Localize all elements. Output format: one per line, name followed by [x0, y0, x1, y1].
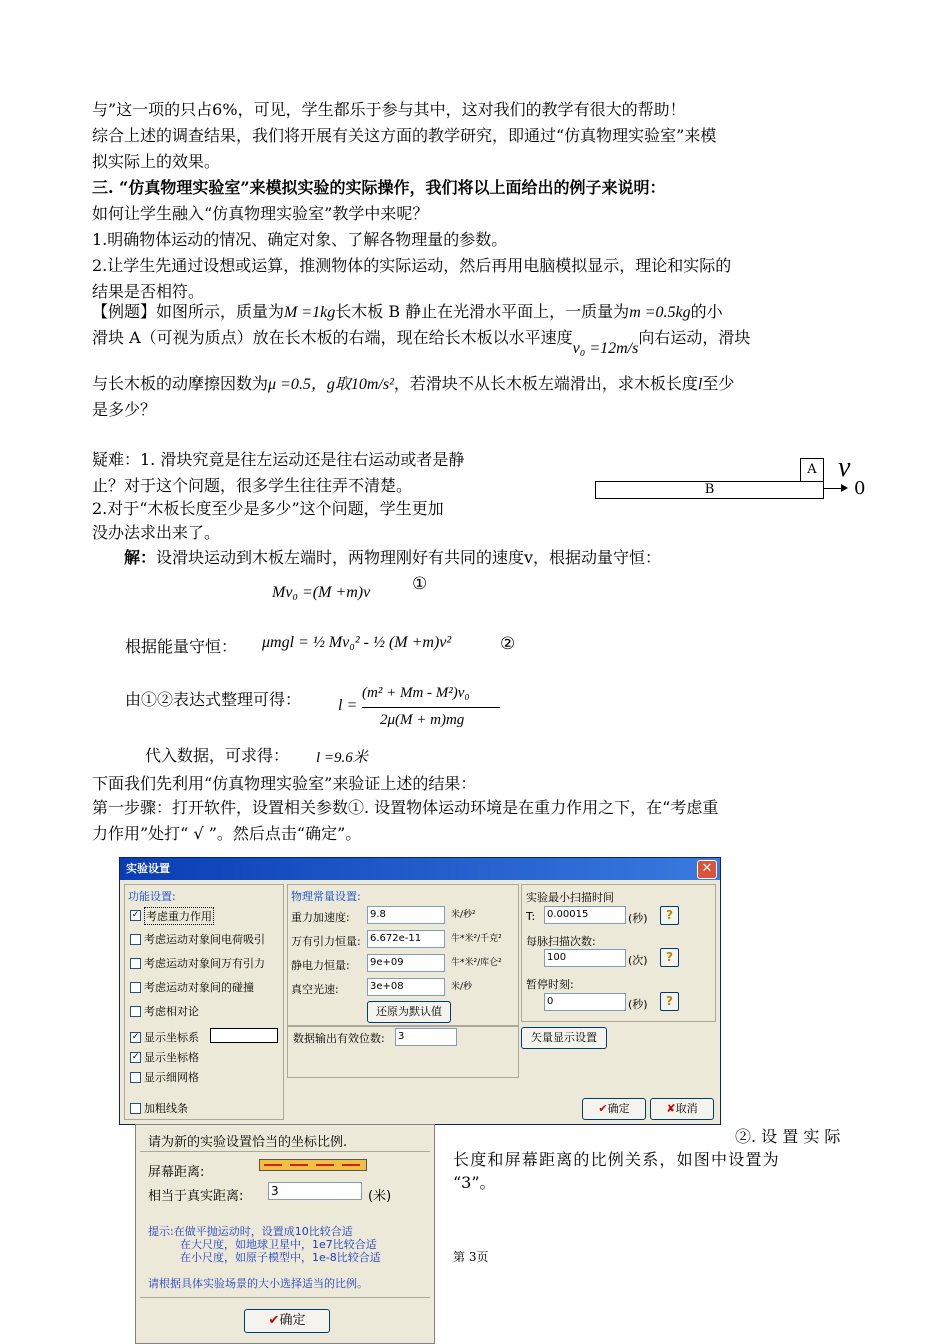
solution-label: 解：	[124, 548, 157, 567]
collision-checkbox[interactable]	[130, 982, 141, 993]
tip-line: 在小尺度，如原子模型中，1e-8比较合适	[180, 1251, 381, 1264]
step2-line: ②. 设 置 实 际	[735, 1127, 841, 1146]
para-line: 拟实际上的效果。	[92, 152, 221, 171]
example-line-1	[92, 299, 860, 326]
help-icon[interactable]: ?	[660, 992, 679, 1011]
checkbox-label: 显示细网格	[144, 1071, 199, 1084]
step2-line: “3”。	[453, 1173, 496, 1192]
checkbox-label: 考虑相对论	[144, 1005, 199, 1018]
difficulty-line: 止？对于这个问题，很多学生往往弄不清楚。	[92, 476, 413, 495]
difficulty-line: 疑难：1. 滑块究竟是往左运动还是往右运动或者是静	[92, 450, 465, 469]
equation-1: Mv₀ =(M +m)v	[272, 584, 371, 601]
group-title: 物理常量设置:	[291, 890, 361, 903]
real-distance-label: 相当于真实距离:	[148, 1189, 244, 1204]
step2-line: 长度和屏幕距离的比例关系，如图中设置为	[453, 1150, 780, 1169]
equation-number: ②	[500, 634, 516, 654]
example-text: 【例题】如图所示，质量为	[92, 302, 285, 321]
para-line: 如何让学生融入“仿真物理实验室”教学中来呢？	[92, 204, 429, 223]
difficulty-line: 没办法求出来了。	[92, 523, 221, 542]
unit-label: (米)	[368, 1189, 392, 1204]
solution-line	[92, 545, 860, 571]
pulse-title: 每脉扫描次数:	[526, 935, 596, 948]
const-label: 静电力恒量:	[291, 959, 350, 972]
equation-3-numerator: (m² + Mm - M²)v₀	[362, 685, 470, 701]
show-axes-checkbox[interactable]: ✓	[131, 1032, 140, 1042]
const-label: 真空光速:	[291, 983, 339, 996]
screen-distance-label: 屏幕距离:	[148, 1165, 205, 1180]
result-value: l =9.6米	[316, 750, 368, 766]
pulse-count-input[interactable]: 100	[544, 949, 626, 967]
gravitation-checkbox[interactable]	[130, 958, 141, 969]
tip-line: 请根据具体实验场景的大小选择适当的比例。	[148, 1277, 368, 1290]
example-line-3	[92, 371, 860, 398]
close-icon[interactable]: ✕	[697, 860, 717, 879]
reset-defaults-button[interactable]: 还原为默认值	[367, 1001, 451, 1023]
checkbox-label: 考虑运动对象间电荷吸引	[144, 933, 265, 946]
para-line: 结果是否相符。	[92, 282, 205, 301]
divider	[140, 1297, 430, 1298]
formula: μ =0.5，g取10m/s²	[268, 376, 394, 393]
charge-checkbox[interactable]	[130, 934, 141, 945]
dialog-title: 实验设置	[126, 862, 170, 875]
energy-label: 根据能量守恒：	[125, 637, 238, 656]
para-line: 1.明确物体运动的情况、确定对象、了解各物理量的参数。	[92, 230, 508, 249]
unit-label: (秒)	[628, 912, 648, 925]
section-heading: 三. “仿真物理实验室”来模拟实验的实际操作，我们将以上面给出的例子来说明：	[92, 178, 666, 197]
checkbox-label: 显示坐标系	[144, 1031, 199, 1044]
example-text: 的小	[690, 302, 723, 321]
example-text: 长木板 B 静止在光滑水平面上，一质量为	[335, 302, 630, 321]
unit-label: 米/秒	[451, 982, 473, 992]
example-text: 至少	[702, 374, 735, 393]
const-label: 万有引力恒量:	[291, 935, 361, 948]
const-label: 重力加速度:	[291, 911, 350, 924]
gravitation-const-input[interactable]: 6.672e-11	[367, 930, 445, 948]
unit-label: (次)	[628, 954, 648, 967]
thick-line-checkbox[interactable]	[130, 1103, 141, 1114]
axes-color-swatch[interactable]	[210, 1028, 278, 1043]
cancel-button[interactable]	[650, 1098, 714, 1120]
digits-input[interactable]: 3	[395, 1028, 457, 1046]
formula: M =1kg	[284, 304, 336, 321]
difficulty-line: 2.对于“木板长度至少是多少”这个问题，学生更加	[92, 499, 444, 518]
cancel-label: 取消	[675, 1102, 698, 1115]
coulomb-const-input[interactable]: 9e+09	[367, 954, 445, 972]
checkbox-label: 加粗线条	[144, 1102, 188, 1115]
para-line: 下面我们先利用“仿真物理实验室”来验证上述的结果：	[92, 774, 477, 793]
ok-button[interactable]	[244, 1309, 330, 1333]
para-line: 2.让学生先通过设想或运算，推测物体的实际运动，然后再用电脑模拟显示，理论和实际的	[92, 256, 732, 275]
para-line: 与”这一项的只占6%，可见，学生都乐于参与其中，这对我们的教学有很大的帮助！	[92, 100, 686, 119]
checkbox-label: 考虑运动对象间的碰撞	[144, 981, 254, 994]
scan-time-input[interactable]: 0.00015	[544, 906, 626, 924]
para-line: 力作用”处打“ √ ”。然后点击“确定”。	[92, 824, 362, 843]
pause-title: 暂停时刻:	[526, 978, 574, 991]
tip-line: 提示:在做平抛运动时，设置成10比较合适	[148, 1225, 353, 1238]
unit-label: 牛*米²/千克²	[451, 934, 502, 944]
example-text: 向右运动，滑块	[638, 328, 751, 347]
formula: l	[697, 376, 703, 393]
divider	[140, 1151, 430, 1152]
gravity-checkbox[interactable]: ✓	[131, 910, 140, 920]
experiment-settings-dialog	[119, 857, 721, 1125]
group-title: 功能设置:	[128, 890, 176, 903]
checkbox-label: 显示坐标格	[144, 1051, 199, 1064]
unit-label: 牛*米²/库仑²	[451, 958, 502, 968]
example-text: 与长木板的动摩擦因数为	[92, 374, 269, 393]
dialog-titlebar	[120, 858, 720, 880]
fraction-bar	[362, 707, 500, 708]
checkbox-label: 考虑重力作用	[144, 907, 214, 925]
light-speed-input[interactable]: 3e+08	[367, 978, 445, 996]
digits-label: 数据输出有效位数:	[293, 1032, 385, 1045]
example-text: 滑块 A（可视为质点）放在长木板的右端，现在给长木板以水平速度	[92, 328, 573, 347]
velocity-subscript: 0	[854, 478, 866, 499]
scale-prompt: 请为新的实验设置恰当的坐标比例.	[148, 1135, 348, 1150]
scale-dialog	[135, 1124, 435, 1344]
relativity-checkbox[interactable]	[130, 1006, 141, 1017]
equation-2: μmgl = ½ Mv₀² - ½ (M +m)v²	[262, 634, 452, 651]
ok-label: 确定	[607, 1102, 630, 1115]
check-icon: ✔	[268, 1313, 280, 1328]
t-label: T:	[526, 910, 536, 923]
board-diagram	[595, 452, 875, 506]
unit-label: 米/秒²	[451, 910, 476, 920]
example-text: ，若滑块不从长木板左端滑出，求木板长度	[393, 374, 698, 393]
group-title: 实验最小扫描时间	[526, 891, 614, 904]
equation-3-denominator: 2μ(M + m)mg	[380, 712, 465, 728]
ok-button[interactable]	[582, 1098, 646, 1120]
equation-3-lhs: l =	[338, 697, 358, 714]
check-icon: ✔	[598, 1102, 608, 1115]
gravity-accel-input[interactable]: 9.8	[367, 906, 445, 924]
derive-label: 由①②表达式整理可得：	[125, 690, 302, 709]
para-line: 综合上述的调查结果，我们将开展有关这方面的教学研究，即通过“仿真物理实验室”来模	[92, 126, 717, 145]
equation-number: ①	[412, 574, 428, 594]
example-line-2	[92, 325, 860, 357]
real-distance-input[interactable]: 3	[268, 1182, 362, 1200]
show-grid-checkbox[interactable]: ✓	[131, 1052, 140, 1062]
tip-line: 在大尺度，如地球卫星中，1e7比较合适	[180, 1238, 377, 1251]
unit-label: (秒)	[628, 998, 648, 1011]
solution-text: 设滑块运动到木板左端时，两物理刚好有共同的速度v，根据动量守恒：	[156, 548, 662, 567]
page-number: 第 3页	[453, 1250, 489, 1264]
substitute-label: 代入数据，可求得：	[145, 746, 290, 765]
help-icon[interactable]: ?	[660, 906, 679, 925]
ok-label: 确定	[279, 1313, 306, 1328]
screen-ruler	[259, 1159, 367, 1171]
arrow-head-icon	[841, 484, 848, 492]
board-b: B	[595, 481, 824, 499]
cross-icon: ✘	[666, 1102, 676, 1115]
vector-display-button[interactable]: 矢量显示设置	[521, 1027, 607, 1049]
velocity-label: v	[838, 452, 851, 483]
formula: m =0.5kg	[629, 304, 691, 321]
para-line: 第一步骤：打开软件，设置相关参数①. 设置物体运动环境是在重力作用之下，在“考虑重	[92, 798, 719, 817]
show-fine-grid-checkbox[interactable]	[130, 1072, 141, 1083]
block-a: A	[800, 458, 824, 482]
checkbox-label: 考虑运动对象间万有引力	[144, 957, 265, 970]
ruler-line	[264, 1164, 362, 1166]
help-icon[interactable]: ?	[660, 948, 679, 967]
formula: v₀ =12m/s	[572, 340, 639, 357]
para-line: 是多少？	[92, 400, 157, 419]
pause-time-input[interactable]: 0	[544, 993, 626, 1011]
